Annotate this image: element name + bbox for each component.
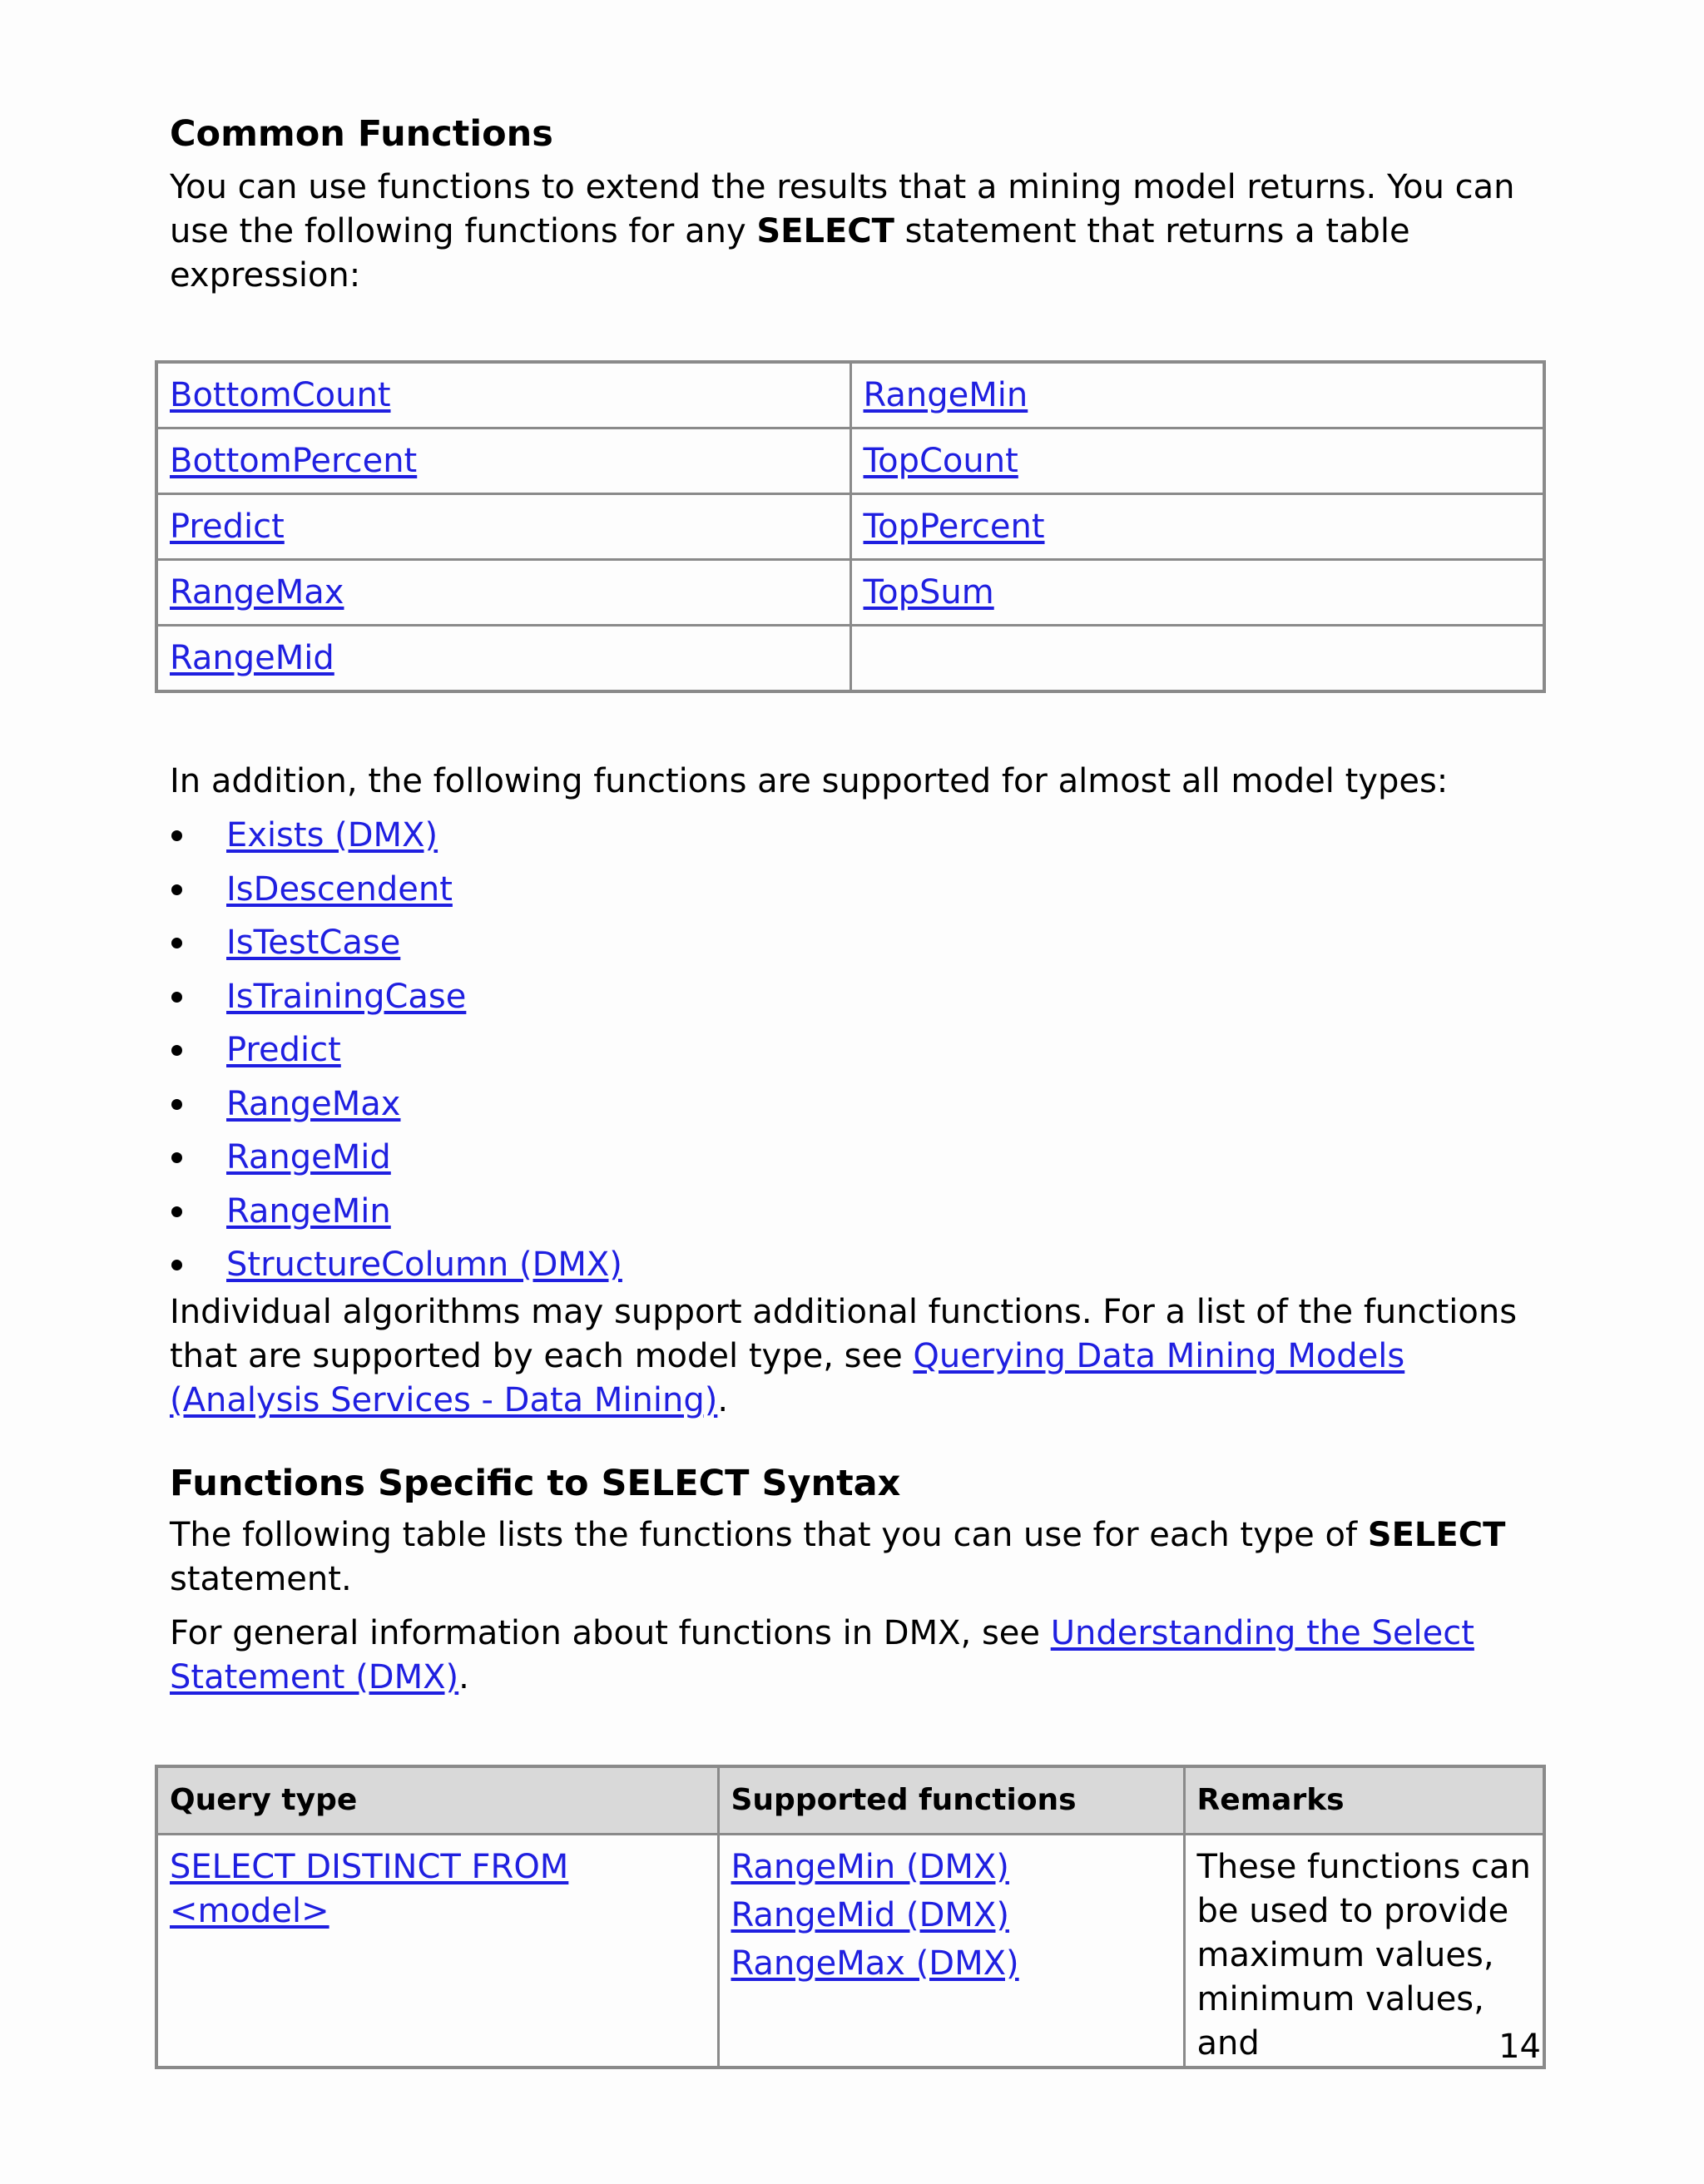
bullet-icon <box>171 1206 182 1217</box>
list-item <box>170 1238 1543 1292</box>
table-row <box>156 494 1544 560</box>
model-functions-list <box>170 809 1543 1292</box>
table-cell <box>850 560 1544 626</box>
column-header-supported-functions: Supported functions <box>718 1766 1184 1835</box>
list-item <box>170 809 1543 863</box>
list-item <box>170 916 1543 970</box>
select-functions-table <box>155 1765 1546 2069</box>
function-link[interactable]: BottomPercent <box>170 442 418 480</box>
common-functions-heading: Common Functions <box>170 113 553 155</box>
function-link[interactable]: IsTestCase <box>226 924 401 962</box>
table-cell <box>156 560 850 626</box>
function-link[interactable]: RangeMid <box>226 1138 391 1176</box>
table-cell <box>156 362 850 428</box>
list-item <box>170 1023 1543 1077</box>
bullet-icon <box>171 884 182 895</box>
function-link[interactable]: RangeMax <box>170 573 344 612</box>
bullet-icon <box>171 938 182 948</box>
table-header-row <box>156 1766 1544 1835</box>
remarks-cell: These functions can be used to provide maximum values, minimum values, and <box>1184 1834 1544 2068</box>
bullet-icon <box>171 992 182 1003</box>
page-content <box>170 108 1543 2069</box>
function-link[interactable]: RangeMax <box>226 1084 401 1123</box>
column-header-query-type: Query type <box>156 1766 718 1835</box>
column-header-remarks: Remarks <box>1184 1766 1544 1835</box>
table-cell <box>850 428 1544 494</box>
function-link[interactable]: Predict <box>170 508 285 546</box>
bullet-icon <box>171 1099 182 1110</box>
function-link[interactable]: RangeMid <box>170 639 334 677</box>
additional-functions-text: In addition, the following functions are supported for almost all model types: <box>170 762 1449 800</box>
table-cell <box>850 494 1544 560</box>
function-link[interactable]: IsDescendent <box>226 869 453 909</box>
function-link[interactable]: RangeMin (DMX) <box>731 1847 1009 1886</box>
function-link[interactable]: Exists (DMX) <box>226 816 438 854</box>
select-keyword: SELECT <box>756 212 894 250</box>
function-link[interactable]: RangeMin <box>226 1191 391 1231</box>
select-syntax-intro: The following table lists the functions that you can use for each type of SELECT statement. <box>170 1515 1506 1598</box>
list-item <box>170 1077 1543 1132</box>
querying-models-link[interactable]: Querying Data Mining Models (Analysis Services - Data Mining) <box>170 1336 1405 1419</box>
select-keyword: SELECT <box>1367 1515 1506 1554</box>
common-functions-table <box>155 360 1546 693</box>
select-syntax-heading: Functions Specific to SELECT Syntax <box>170 1462 901 1504</box>
function-link[interactable]: RangeMax (DMX) <box>731 1944 1019 1983</box>
query-type-link[interactable]: SELECT DISTINCT FROM <model> <box>170 1847 569 1930</box>
list-item <box>170 1185 1543 1239</box>
table-row <box>156 560 1544 626</box>
function-link[interactable]: IsTrainingCase <box>226 977 467 1016</box>
function-link[interactable]: BottomCount <box>170 376 391 414</box>
table-cell <box>156 494 850 560</box>
bullet-icon <box>171 1260 182 1270</box>
general-info-text: For general information about functions in DMX, see Understanding the Select Statement (DMX). <box>170 1613 1474 1696</box>
page-number: 14 <box>1498 2028 1541 2066</box>
common-functions-intro: You can use functions to extend the results that a mining model returns. You can use the following functions for any SELECT statement that returns a table expression: <box>170 168 1515 295</box>
function-link[interactable]: TopPercent <box>863 508 1045 546</box>
understanding-select-link[interactable]: Understanding the Select Statement (DMX) <box>170 1613 1474 1696</box>
bullet-icon <box>171 1045 182 1056</box>
query-type-cell <box>156 1834 718 2068</box>
function-link[interactable]: TopSum <box>863 573 994 612</box>
table-cell <box>156 626 850 692</box>
bullet-icon <box>171 1152 182 1163</box>
table-cell <box>850 362 1544 428</box>
algorithms-text: Individual algorithms may support additional functions. For a list of the functions that are supported by each model type, see Querying Data Mining Models (Analysis Services - Data Mining). <box>170 1292 1518 1419</box>
function-link[interactable]: RangeMid (DMX) <box>731 1895 1009 1934</box>
function-link[interactable]: StructureColumn (DMX) <box>226 1246 622 1284</box>
bullet-icon <box>171 830 182 841</box>
table-row <box>156 1834 1544 2068</box>
supported-functions-cell <box>718 1834 1184 2068</box>
list-item <box>170 1131 1543 1185</box>
table-cell-empty <box>850 626 1544 692</box>
table-row <box>156 626 1544 692</box>
table-row <box>156 428 1544 494</box>
function-link[interactable]: Predict <box>226 1031 341 1069</box>
table-cell <box>156 428 850 494</box>
function-link[interactable]: RangeMin <box>863 376 1028 414</box>
table-row <box>156 362 1544 428</box>
function-link[interactable]: TopCount <box>863 442 1018 480</box>
list-item <box>170 863 1543 917</box>
list-item <box>170 970 1543 1024</box>
